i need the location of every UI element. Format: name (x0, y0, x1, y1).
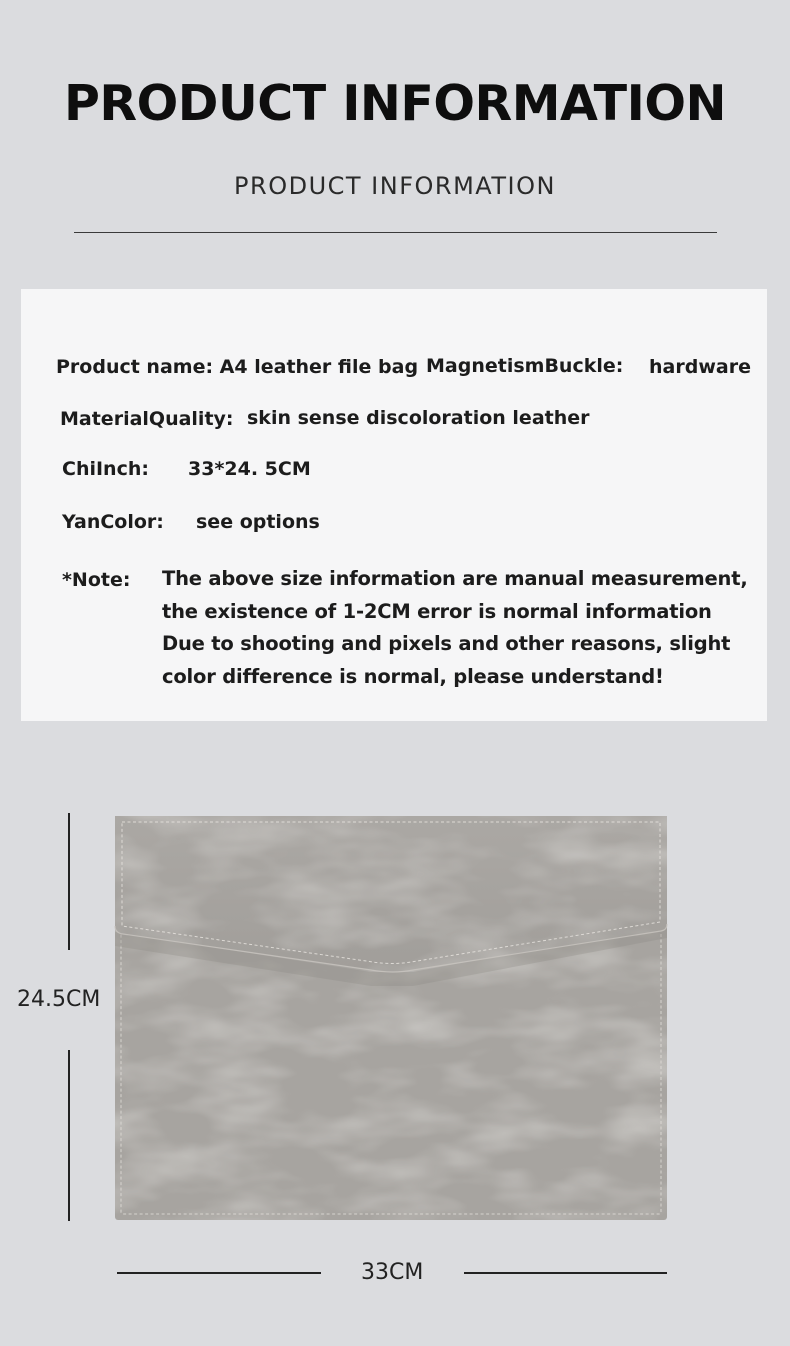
color-value: see options (196, 511, 320, 533)
note-label: *Note: (62, 569, 131, 591)
size-label: ChiInch: (62, 458, 149, 480)
note-line: color difference is normal, please understand! (162, 665, 664, 688)
note-line: the existence of 1-2CM error is normal information (162, 600, 712, 623)
size-value: 33*24. 5CM (188, 458, 311, 480)
note-line: The above size information are manual measurement, (162, 567, 748, 590)
height-dimension-line-top (68, 813, 70, 950)
height-dimension-label: 24.5CM (17, 987, 101, 1012)
material-label: MaterialQuality: (60, 408, 234, 430)
page-subtitle: PRODUCT INFORMATION (234, 172, 556, 200)
product-name-text: Product name: A4 leather file bag (56, 356, 419, 378)
buckle-label: MagnetismBuckle: (426, 355, 624, 377)
width-dimension-line-left (117, 1272, 321, 1274)
color-label: YanColor: (62, 511, 164, 533)
info-panel (21, 289, 767, 721)
width-dimension-line-right (464, 1272, 667, 1274)
height-dimension-line-bottom (68, 1050, 70, 1221)
material-value: skin sense discoloration leather (247, 407, 590, 429)
note-line: Due to shooting and pixels and other reasons, slight (162, 632, 731, 655)
title-divider (74, 232, 717, 233)
page-title: PRODUCT INFORMATION (63, 75, 726, 132)
leather-file-bag-image (113, 812, 669, 1222)
width-dimension-label: 33CM (361, 1260, 424, 1285)
buckle-value: hardware (649, 356, 751, 378)
